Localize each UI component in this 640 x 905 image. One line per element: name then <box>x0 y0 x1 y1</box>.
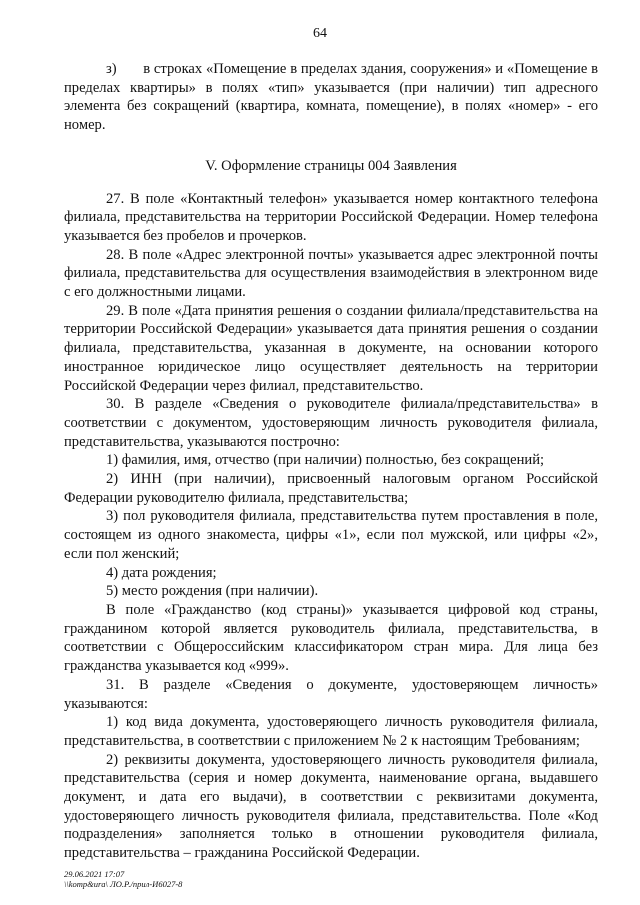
paragraph-29: 29. В поле «Дата принятия решения о создании филиала/представительства на территории Российской Федерации» указывается дата принятия решения о создании филиала, представительства, указанная в документе, на основании которого иностранное юридическое лицо осуществляет деятельность на территории Российской Федерации через филиал, представительство. <box>64 302 598 394</box>
paragraph-30-item-5: 5) место рождения (при наличии). <box>106 583 319 600</box>
paragraph-28: 28. В поле «Адрес электронной почты» указывается адрес электронной почты филиала, представительства для осуществления взаимодействия в электронном виде с его должностными лицами. <box>64 246 598 301</box>
document-body <box>64 60 598 863</box>
paragraph-31-item-1: 1) код вида документа, удостоверяющего личность руководителя филиала, представительства, в соответствии с приложением № 2 к настоящим Требованиям; <box>64 714 598 749</box>
section-heading: V. Оформление страницы 004 Заявления <box>205 157 457 174</box>
document-footer <box>64 869 182 889</box>
paragraph-27: 27. В поле «Контактный телефон» указывается номер контактного телефона филиала, представительства на территории Российской Федерации. Номер телефона указывается без пробелов и прочерков. <box>64 190 598 244</box>
paragraph-30-item-2: 2) ИНН (при наличии), присвоенный налоговым органом Российской Федерации руководителю филиала, представительства; <box>64 471 598 506</box>
paragraph-30: 30. В разделе «Сведения о руководителе филиала/представительства» в соответствии с документом, удостоверяющим личность руководителя филиала, представительства, указываются построчно: <box>64 396 598 450</box>
paragraph-31: 31. В разделе «Сведения о документе, удостоверяющем личность» указываются: <box>64 676 598 712</box>
paragraph-30-item-1: 1) фамилия, имя, отчество (при наличии) полностью, без сокращений; <box>106 452 545 469</box>
paragraph-31-item-2: 2) реквизиты документа, удостоверяющего личность руководителя филиала, представительства (серия и номер документа, наименование органа, выдавшего документ, и дата его выдачи), в соответствии с реквизитами документа, удостоверяющего личность руководителя филиала, представительства. Поле «Код подразделения» заполняется только в отношении руководителя филиала, представительства – гражданина Российской Федерации. <box>64 751 598 862</box>
paragraph-30-citizenship: В поле «Гражданство (код страны)» указывается цифровой код страны, гражданином которой является руководитель филиала, представительства, в соответствии с Общероссийским классификатором стран мира. Для лица без гражданства указывается код «999». <box>64 601 598 675</box>
item-z-paragraph: з) в строках «Помещение в пределах здания, сооружения» и «Помещение в пределах квартиры» в полях «тип» указывается (при наличии) тип адресного элемента без сокращений (квартира, комната, помещение), в полях «номер» - его номер. <box>64 61 598 134</box>
footer-date: 29.06.2021 17:07 <box>64 869 125 879</box>
paragraph-30-item-3: 3) пол руководителя филиала, представительства путем проставления в поле, состоящем из одного знакоместа, цифры «1», если пол мужской, или цифры «2», если пол женский; <box>64 508 598 562</box>
page-number: 64 <box>313 26 327 41</box>
paragraph-30-item-4: 4) дата рождения; <box>106 564 217 581</box>
footer-file-path: \\komp&ura\ ЛО.Р./прил-И6027-8 <box>64 879 183 889</box>
